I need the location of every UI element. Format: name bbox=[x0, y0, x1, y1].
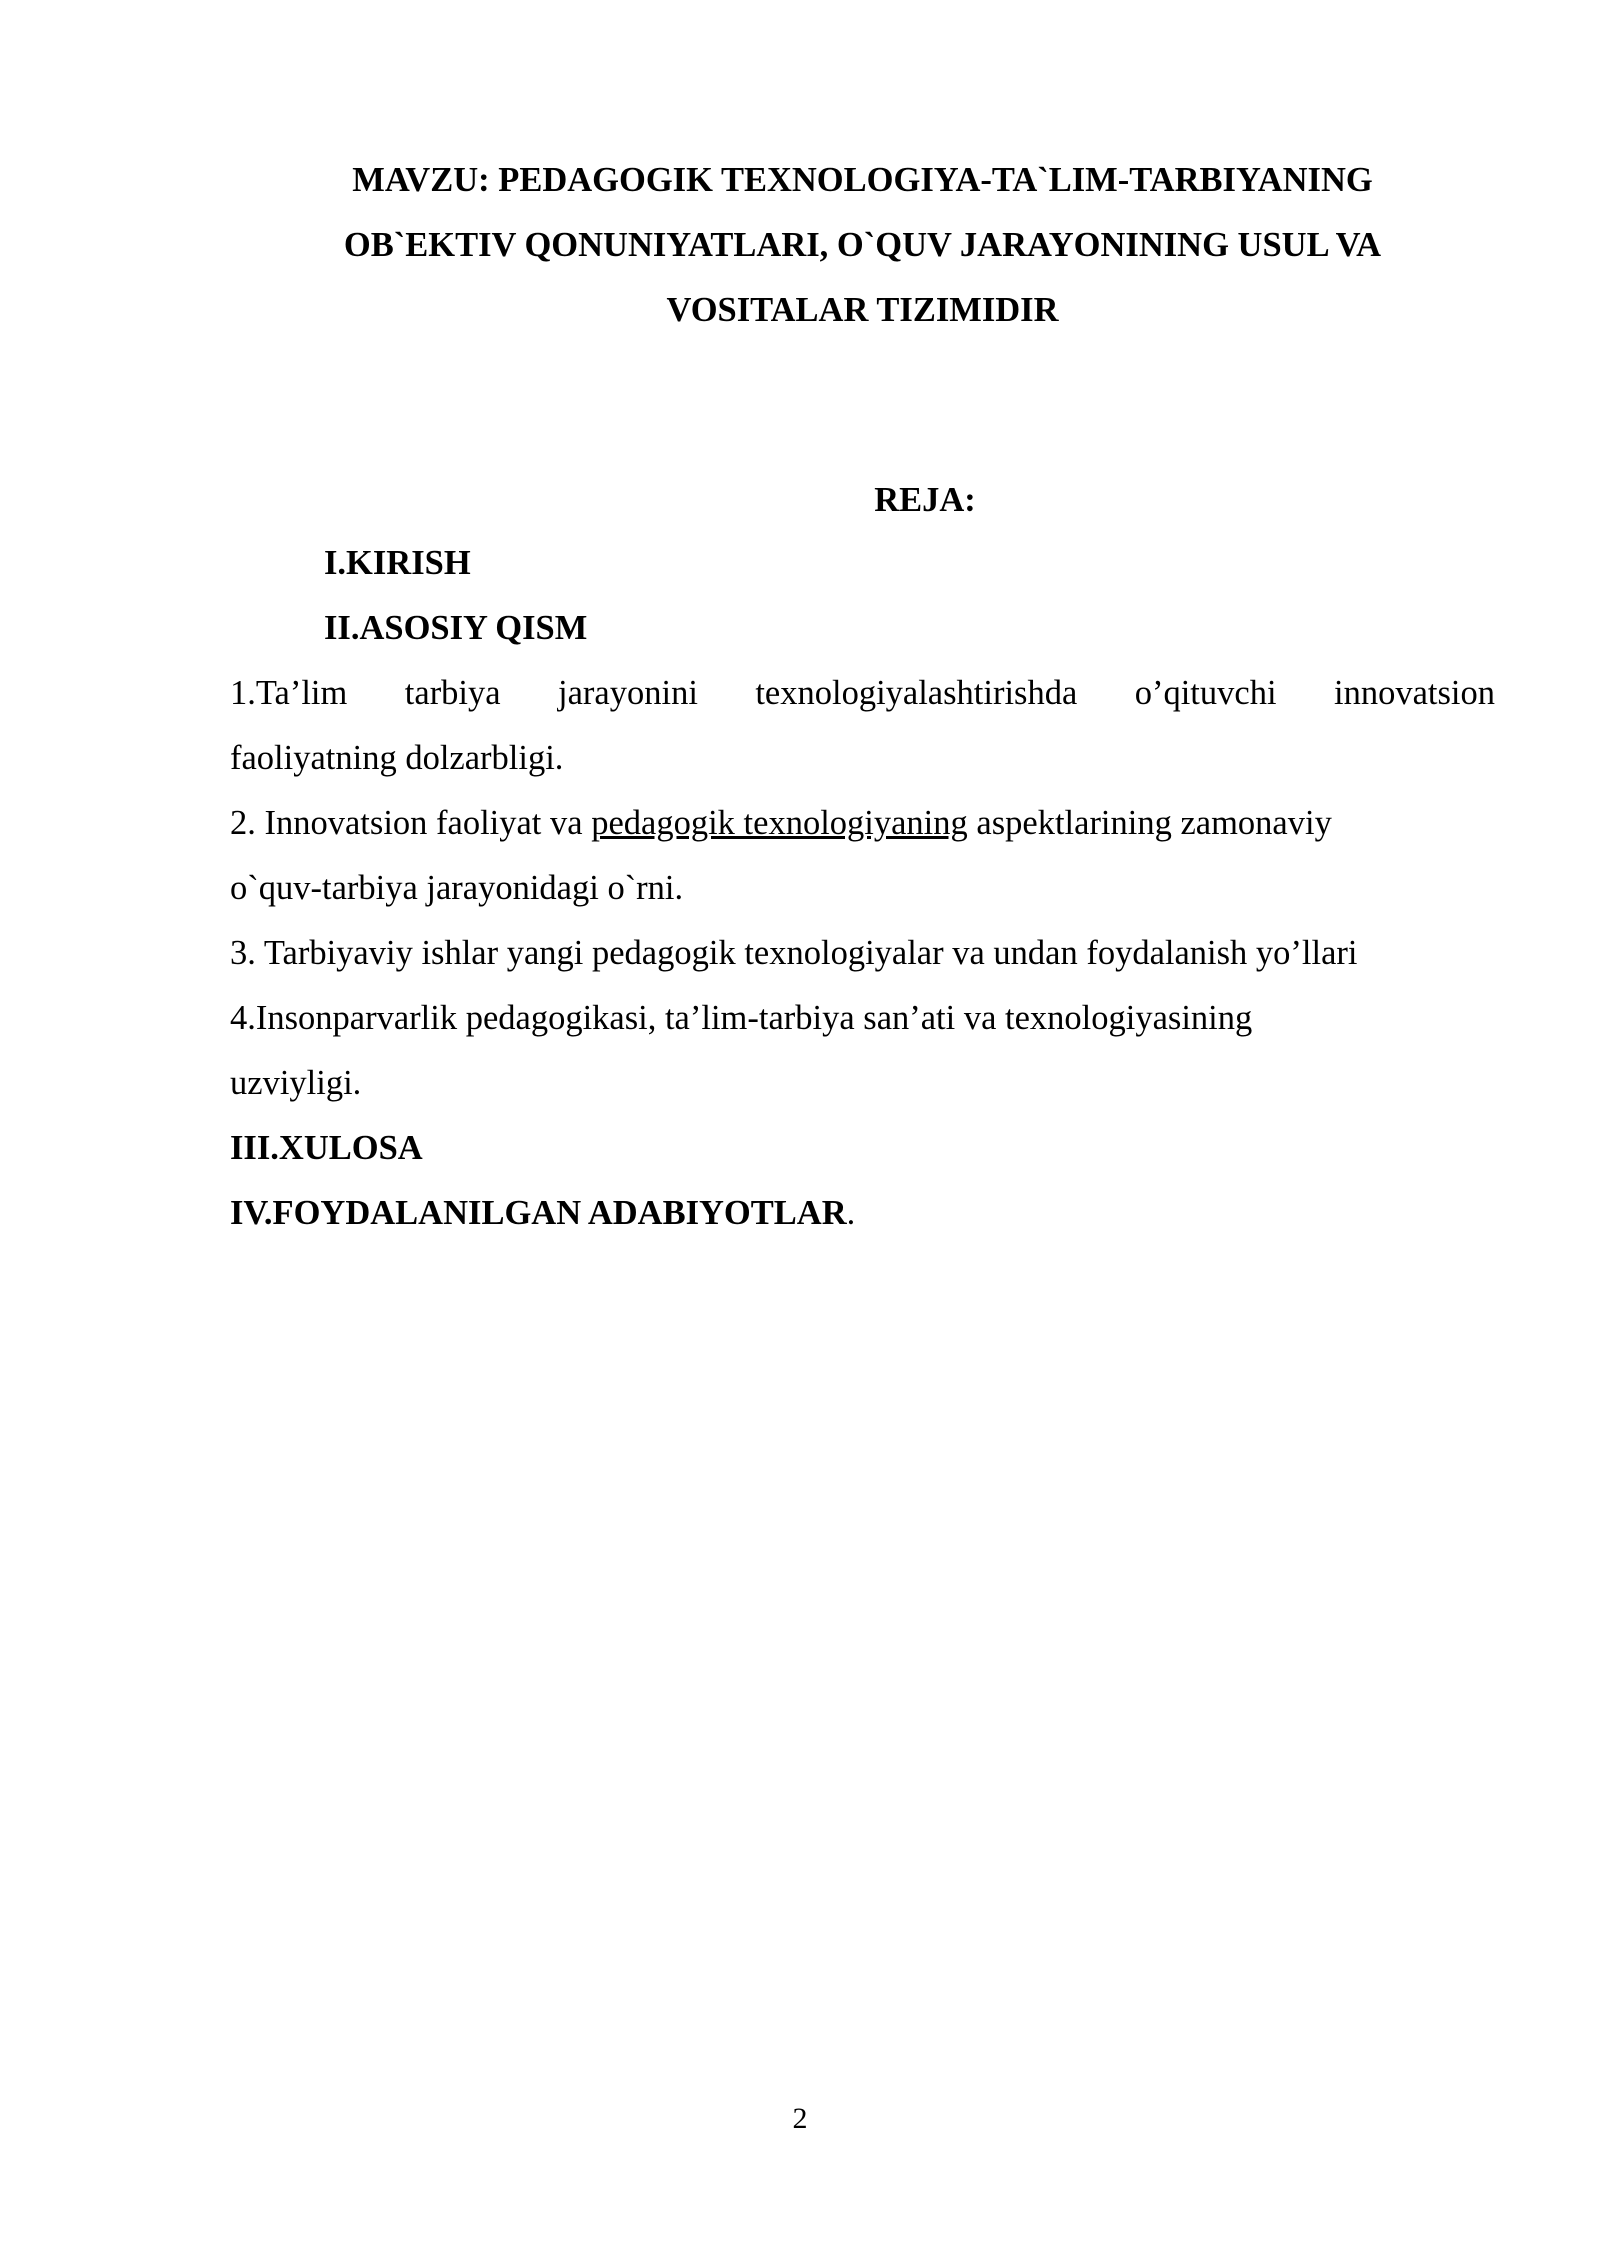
plan-item-2 bbox=[230, 791, 1332, 856]
section-introduction: I.KIRISH bbox=[324, 544, 471, 582]
section-references-period: . bbox=[846, 1194, 856, 1232]
plan-item-1-word: o’qituvchi bbox=[1134, 674, 1277, 712]
title-line-1: MAVZU: PEDAGOGIK TEXNOLOGIYA-TA`LIM-TARBIYANING bbox=[352, 161, 1373, 199]
title-line-3: VOSITALAR TIZIMIDIR bbox=[666, 291, 1059, 329]
section-conclusion: III.XULOSA bbox=[230, 1129, 423, 1167]
plan-item-1-word: texnologiyalashtirishda bbox=[755, 674, 1078, 712]
plan-item-2-text: 2. Innovatsion faoliyat va bbox=[230, 804, 592, 842]
page-number: 2 bbox=[792, 2102, 808, 2135]
plan-item-4-continuation: uzviyligi. bbox=[230, 1064, 362, 1102]
pedagogical-technology-link[interactable]: pedagogik texnologiyaning bbox=[591, 804, 968, 842]
title-line-2: OB`EKTIV QONUNIYATLARI, O`QUV JARAYONINING USUL VA bbox=[343, 226, 1382, 264]
plan-item-1-word: 1.Ta’lim bbox=[230, 674, 348, 712]
plan-item-1-word: innovatsion bbox=[1333, 674, 1495, 712]
section-main-part: II.ASOSIY QISM bbox=[324, 609, 588, 647]
plan-heading: REJA: bbox=[874, 481, 976, 519]
section-references bbox=[230, 1181, 855, 1246]
section-references-label: IV.FOYDALANILGAN ADABIYOTLAR bbox=[230, 1194, 847, 1232]
plan-item-1 bbox=[230, 661, 1495, 726]
plan-item-2-text: aspektlarining zamonaviy bbox=[967, 804, 1332, 842]
plan-item-2-continuation: o`quv-tarbiya jarayonidagi o`rni. bbox=[230, 869, 684, 907]
plan-item-3: 3. Tarbiyaviy ishlar yangi pedagogik texnologiyalar va undan foydalanish yo’llari bbox=[230, 934, 1358, 972]
document-title bbox=[230, 148, 1495, 343]
plan-item-1-word: tarbiya bbox=[404, 674, 501, 712]
plan-item-1-continuation: faoliyatning dolzarbligi. bbox=[230, 739, 564, 777]
plan-item-4: 4.Insonparvarlik pedagogikasi, ta’lim-tarbiya san’ati va texnologiyasining bbox=[230, 999, 1253, 1037]
plan-item-1-word: jarayonini bbox=[558, 674, 698, 712]
